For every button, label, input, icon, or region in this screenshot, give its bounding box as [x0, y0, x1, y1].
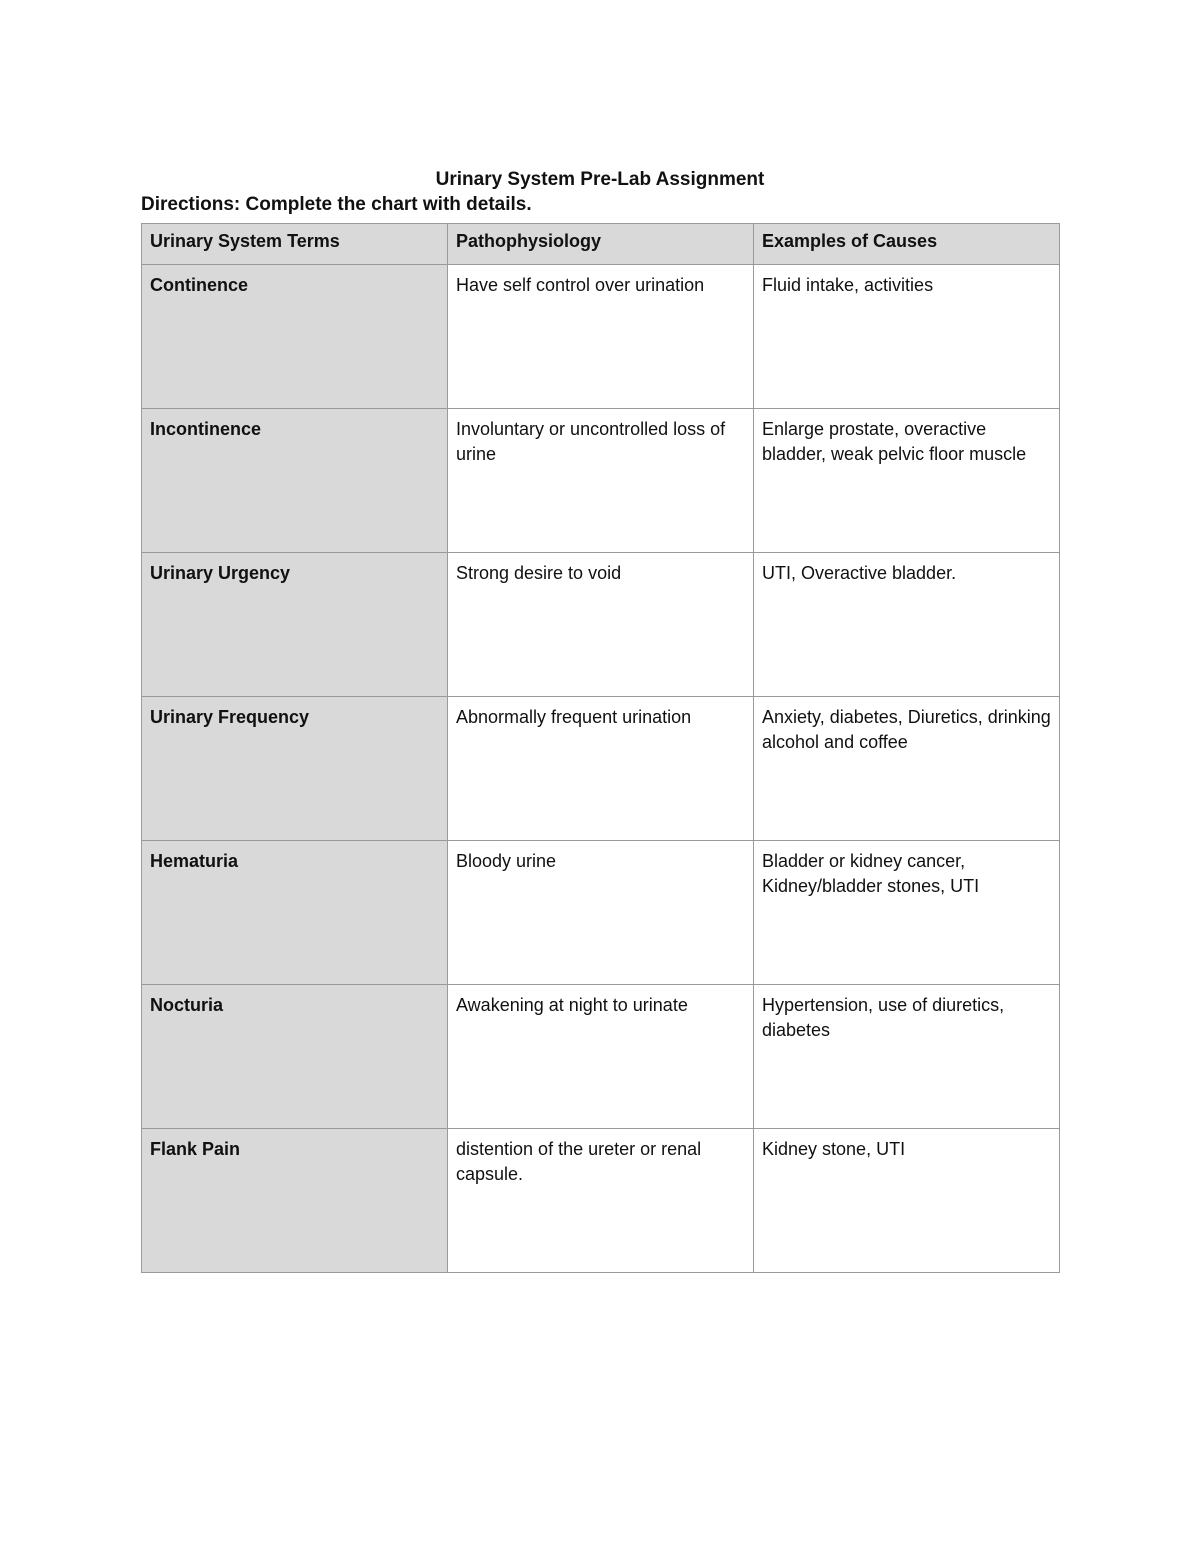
- table-row: [142, 409, 1060, 553]
- header-pathophysiology: Pathophysiology: [448, 224, 754, 265]
- term-cell: Nocturia: [142, 985, 448, 1129]
- pathophysiology-cell: Bloody urine: [448, 841, 754, 985]
- pathophysiology-cell: Abnormally frequent urination: [448, 697, 754, 841]
- table-row: [142, 553, 1060, 697]
- directions-text: Directions: Complete the chart with details.: [141, 194, 532, 215]
- causes-cell: Enlarge prostate, overactive bladder, weak pelvic floor muscle: [754, 409, 1060, 553]
- pathophysiology-cell: Strong desire to void: [448, 553, 754, 697]
- header-causes: Examples of Causes: [754, 224, 1060, 265]
- table-row: [142, 841, 1060, 985]
- pathophysiology-cell: Have self control over urination: [448, 265, 754, 409]
- causes-cell: Kidney stone, UTI: [754, 1129, 1060, 1273]
- urinary-terms-table: [141, 223, 1060, 1273]
- pathophysiology-cell: Involuntary or uncontrolled loss of urine: [448, 409, 754, 553]
- term-cell: Hematuria: [142, 841, 448, 985]
- term-cell: Urinary Frequency: [142, 697, 448, 841]
- table-row: [142, 985, 1060, 1129]
- table-row: [142, 265, 1060, 409]
- header-terms: Urinary System Terms: [142, 224, 448, 265]
- table-row: [142, 697, 1060, 841]
- causes-cell: UTI, Overactive bladder.: [754, 553, 1060, 697]
- term-cell: Continence: [142, 265, 448, 409]
- page-title: Urinary System Pre-Lab Assignment: [435, 169, 765, 190]
- term-cell: Flank Pain: [142, 1129, 448, 1273]
- causes-cell: Fluid intake, activities: [754, 265, 1060, 409]
- causes-cell: Hypertension, use of diuretics, diabetes: [754, 985, 1060, 1129]
- term-cell: Incontinence: [142, 409, 448, 553]
- causes-cell: Anxiety, diabetes, Diuretics, drinking alcohol and coffee: [754, 697, 1060, 841]
- causes-cell: Bladder or kidney cancer, Kidney/bladder stones, UTI: [754, 841, 1060, 985]
- table-row: [142, 1129, 1060, 1273]
- term-cell: Urinary Urgency: [142, 553, 448, 697]
- pathophysiology-cell: distention of the ureter or renal capsule.: [448, 1129, 754, 1273]
- pathophysiology-cell: Awakening at night to urinate: [448, 985, 754, 1129]
- table-header-row: [142, 224, 1060, 265]
